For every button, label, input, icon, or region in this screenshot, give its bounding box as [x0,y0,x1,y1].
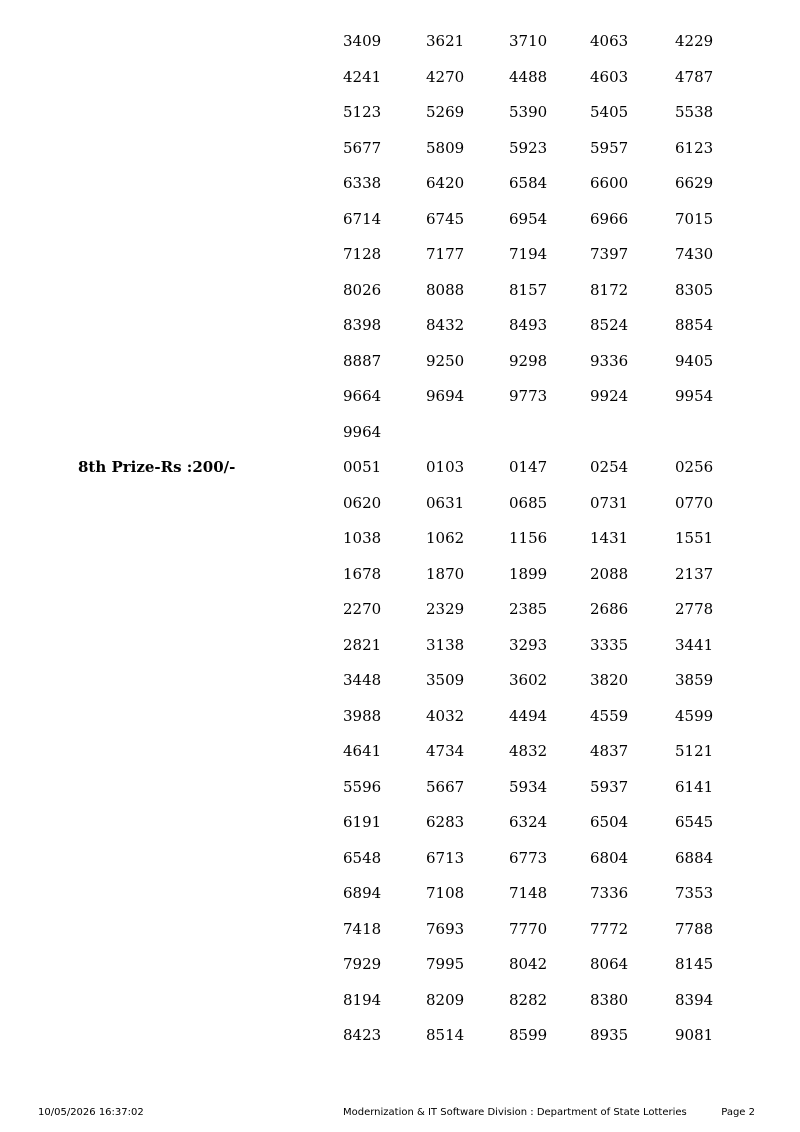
winning-number: 9954 [675,387,714,405]
winning-number: 1899 [509,565,548,583]
winning-number: 7108 [426,884,465,902]
winning-number: 7397 [590,245,629,263]
number-row [0,493,800,513]
winning-number: 5957 [590,139,629,157]
winning-number: 6141 [675,778,714,796]
winning-number: 9694 [426,387,465,405]
winning-number: 2270 [343,600,382,618]
winning-number: 8380 [590,991,629,1009]
winning-number: 6504 [590,813,629,831]
winning-number: 3988 [343,707,382,725]
winning-number: 4787 [675,68,714,86]
winning-number: 7418 [343,920,382,938]
winning-number: 8209 [426,991,465,1009]
winning-number: 4837 [590,742,629,760]
number-row [0,1025,800,1045]
winning-number: 4032 [426,707,465,725]
winning-number: 9081 [675,1026,714,1044]
winning-number: 8398 [343,316,382,334]
winning-number: 6629 [675,174,714,192]
winning-number: 6191 [343,813,382,831]
winning-number: 0620 [343,494,382,512]
winning-number: 2088 [590,565,629,583]
winning-number: 8493 [509,316,548,334]
winning-number: 6548 [343,849,382,867]
number-row [0,315,800,335]
number-row [0,209,800,229]
winning-number: 4603 [590,68,629,86]
winning-number: 6714 [343,210,382,228]
winning-number: 6584 [509,174,548,192]
winning-number: 9250 [426,352,465,370]
number-row [0,351,800,371]
number-row [0,280,800,300]
winning-number: 3409 [343,32,382,50]
winning-number: 9664 [343,387,382,405]
winning-number: 8514 [426,1026,465,1044]
winning-number: 0770 [675,494,714,512]
winning-number: 2385 [509,600,548,618]
winning-number: 7995 [426,955,465,973]
winning-number: 4734 [426,742,465,760]
winning-number: 9298 [509,352,548,370]
winning-number: 7194 [509,245,548,263]
winning-number: 8854 [675,316,714,334]
winning-number: 3710 [509,32,548,50]
winning-number: 5269 [426,103,465,121]
number-row [0,244,800,264]
winning-number: 7929 [343,955,382,973]
winning-number: 5123 [343,103,382,121]
footer-timestamp: 10/05/2026 16:37:02 [38,1107,144,1118]
winning-number: 0254 [590,458,629,476]
winning-number: 0256 [675,458,714,476]
winning-number: 2329 [426,600,465,618]
winning-number: 8172 [590,281,629,299]
number-row [0,919,800,939]
winning-number: 6966 [590,210,629,228]
winning-number: 4488 [509,68,548,86]
winning-number: 7015 [675,210,714,228]
number-row [0,670,800,690]
winning-number: 8305 [675,281,714,299]
winning-number: 7770 [509,920,548,938]
winning-number: 6338 [343,174,382,192]
winning-number: 8042 [509,955,548,973]
number-row [0,706,800,726]
winning-number: 0147 [509,458,548,476]
winning-number: 4641 [343,742,382,760]
winning-number: 8026 [343,281,382,299]
number-row [0,67,800,87]
winning-number: 7128 [343,245,382,263]
winning-number: 3820 [590,671,629,689]
winning-number: 8064 [590,955,629,973]
winning-number: 5934 [509,778,548,796]
winning-number: 0051 [343,458,382,476]
winning-number: 1156 [509,529,548,547]
winning-number: 1678 [343,565,382,583]
winning-number: 3509 [426,671,465,689]
winning-number: 5390 [509,103,548,121]
winning-number: 9773 [509,387,548,405]
winning-number: 7788 [675,920,714,938]
number-row [0,599,800,619]
number-row [0,883,800,903]
winning-number: 3335 [590,636,629,654]
number-row [0,954,800,974]
winning-number: 8194 [343,991,382,1009]
winning-number: 4494 [509,707,548,725]
winning-number: 6894 [343,884,382,902]
winning-number: 9964 [343,423,382,441]
winning-number: 6713 [426,849,465,867]
winning-number: 4229 [675,32,714,50]
winning-number: 7353 [675,884,714,902]
winning-number: 0685 [509,494,548,512]
winning-number: 5677 [343,139,382,157]
number-row [0,102,800,122]
winning-number: 3138 [426,636,465,654]
footer-page-number: Page 2 [721,1107,755,1118]
winning-number: 6773 [509,849,548,867]
winning-number: 3621 [426,32,465,50]
winning-number: 8157 [509,281,548,299]
number-row [0,990,800,1010]
winning-number: 6954 [509,210,548,228]
number-row [0,457,800,477]
winning-number: 1870 [426,565,465,583]
footer-division: Modernization & IT Software Division : Department of State Lotteries [343,1107,687,1118]
winning-number: 6324 [509,813,548,831]
winning-number: 8432 [426,316,465,334]
winning-number: 1431 [590,529,629,547]
number-row [0,422,800,442]
prize-label: 8th Prize-Rs :200/- [78,458,236,476]
winning-number: 8394 [675,991,714,1009]
winning-number: 6804 [590,849,629,867]
winning-number: 3602 [509,671,548,689]
winning-number: 2686 [590,600,629,618]
winning-number: 4270 [426,68,465,86]
winning-number: 5937 [590,778,629,796]
number-row [0,138,800,158]
number-row [0,848,800,868]
winning-number: 6283 [426,813,465,831]
winning-number: 8088 [426,281,465,299]
winning-number: 0631 [426,494,465,512]
winning-number: 9924 [590,387,629,405]
number-row [0,635,800,655]
winning-number: 6123 [675,139,714,157]
winning-number: 5809 [426,139,465,157]
winning-number: 4241 [343,68,382,86]
winning-number: 0731 [590,494,629,512]
winning-number: 7177 [426,245,465,263]
winning-number: 4599 [675,707,714,725]
winning-number: 4832 [509,742,548,760]
number-row [0,812,800,832]
number-row [0,173,800,193]
winning-number: 8145 [675,955,714,973]
winning-number: 8599 [509,1026,548,1044]
winning-number: 7430 [675,245,714,263]
number-row [0,386,800,406]
winning-number: 8524 [590,316,629,334]
number-row [0,564,800,584]
winning-number: 2137 [675,565,714,583]
winning-number: 7772 [590,920,629,938]
winning-number: 5667 [426,778,465,796]
number-row [0,31,800,51]
winning-number: 4063 [590,32,629,50]
winning-number: 3448 [343,671,382,689]
winning-number: 5121 [675,742,714,760]
winning-number: 3293 [509,636,548,654]
winning-number: 2778 [675,600,714,618]
winning-number: 6745 [426,210,465,228]
winning-number: 6884 [675,849,714,867]
winning-number: 8423 [343,1026,382,1044]
winning-number: 5596 [343,778,382,796]
winning-number: 7148 [509,884,548,902]
winning-number: 6545 [675,813,714,831]
winning-number: 3441 [675,636,714,654]
winning-number: 1551 [675,529,714,547]
winning-number: 3859 [675,671,714,689]
winning-number: 8887 [343,352,382,370]
winning-number: 7693 [426,920,465,938]
winning-number: 0103 [426,458,465,476]
winning-number: 5923 [509,139,548,157]
winning-number: 1038 [343,529,382,547]
winning-number: 6420 [426,174,465,192]
winning-number: 9336 [590,352,629,370]
winning-number: 7336 [590,884,629,902]
winning-number: 2821 [343,636,382,654]
winning-number: 5538 [675,103,714,121]
winning-number: 8282 [509,991,548,1009]
number-row [0,741,800,761]
winning-number: 5405 [590,103,629,121]
number-row [0,777,800,797]
winning-number: 6600 [590,174,629,192]
winning-number: 8935 [590,1026,629,1044]
winning-number: 4559 [590,707,629,725]
number-row [0,528,800,548]
winning-number: 9405 [675,352,714,370]
winning-number: 1062 [426,529,465,547]
